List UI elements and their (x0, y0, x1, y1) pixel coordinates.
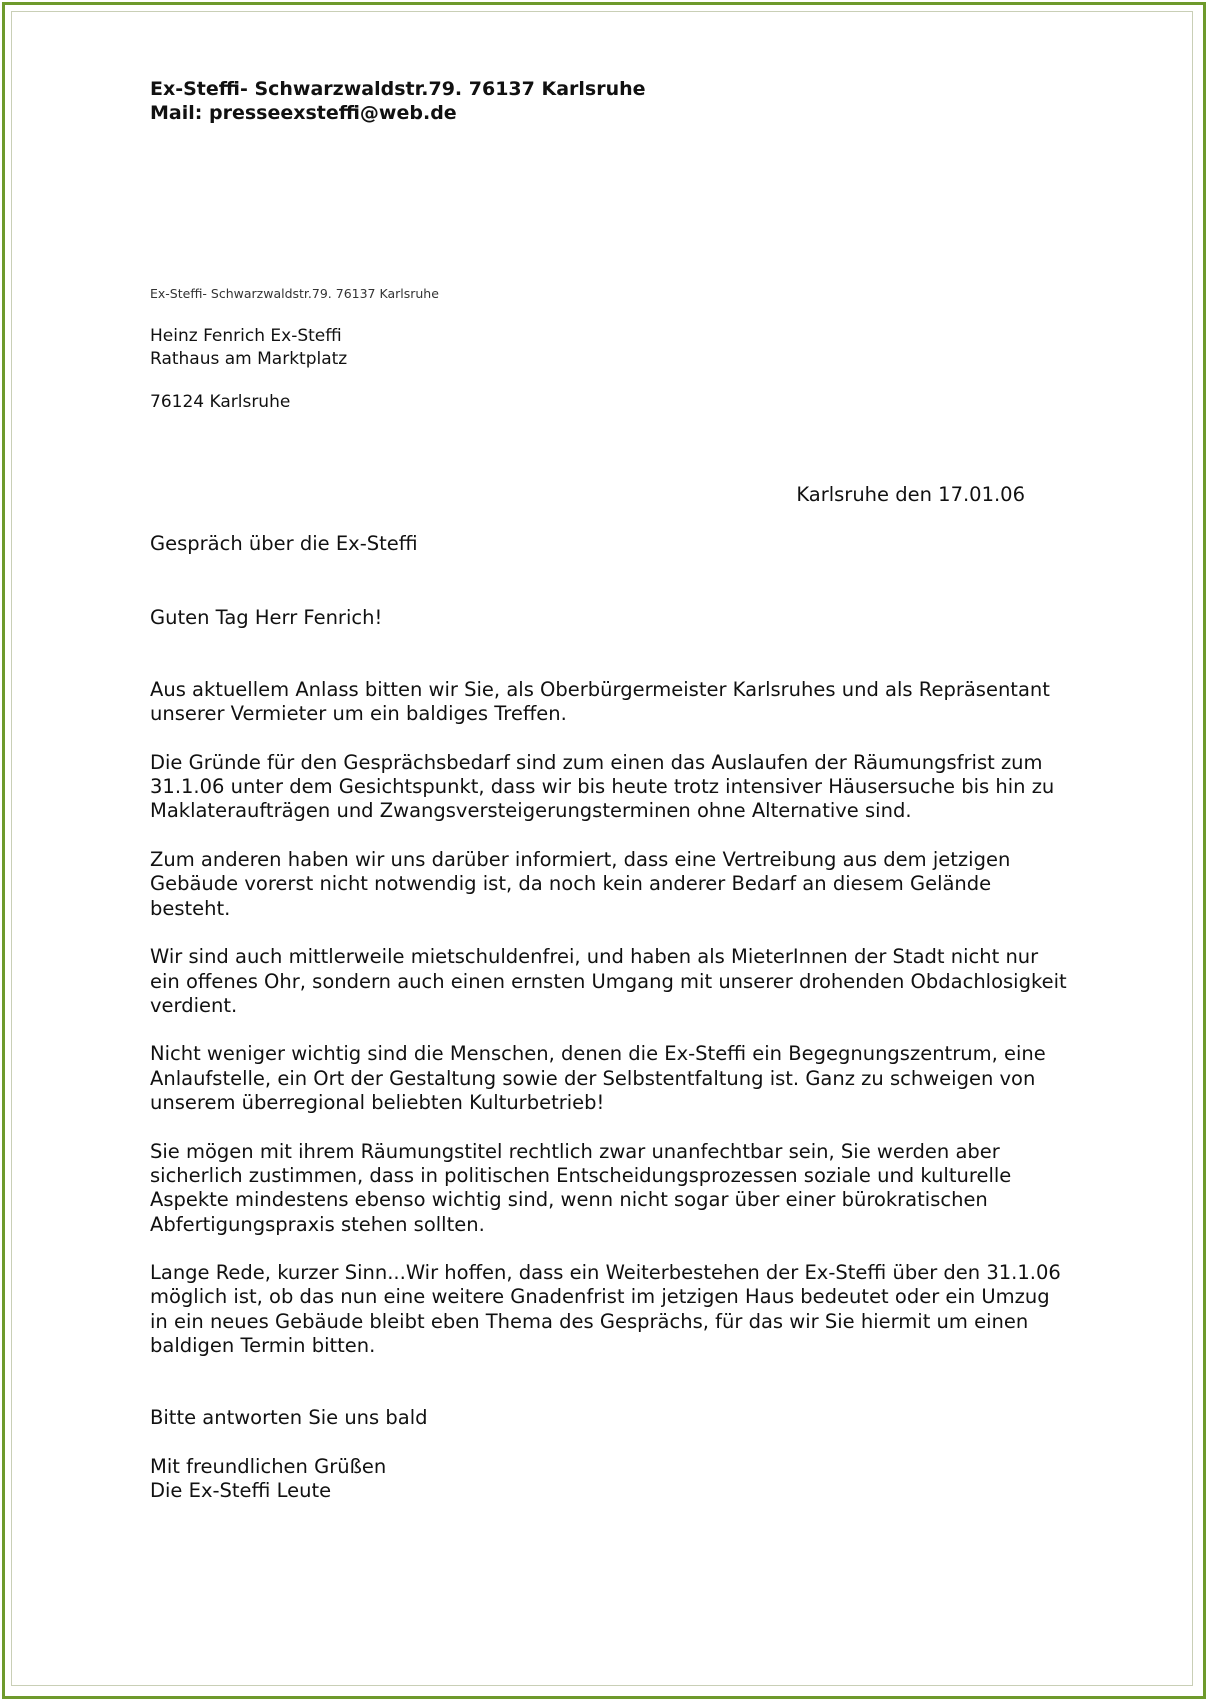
body-paragraph: Nicht weniger wichtig sind die Menschen, denen die Ex-Steffi ein Begegnungszentrum, eine Anlaufstelle, ein Ort der Gestaltung sowie der Selbstentfaltung ist. Ganz zu schweigen von unserem überregional beliebten Kulturbetrieb! (150, 1042, 1046, 1115)
body-paragraph: Aus aktuellem Anlass bitten wir Sie, als Oberbürgermeister Karlsruhes und als Repräsentant unserer Vermieter um ein baldiges Treffen. (150, 678, 1050, 726)
body-paragraph: Sie mögen mit ihrem Räumungstitel rechtlich zwar unanfechtbar sein, Sie werden aber sicherlich zustimmen, dass in politischen Entscheidungsprozessen soziale und kulturelle Aspekte mindestens ebenso wichtig sind, wenn nicht sogar über einer bürokratischen Abfertigungspraxis stehen sollten. (150, 1139, 1012, 1236)
letter-subject: Gespräch über die Ex-Steffi (150, 532, 418, 555)
body-paragraph: Wir sind auch mittlerweile mietschuldenfrei, und haben als MieterInnen der Stadt nicht nur ein offenes Ohr, sondern auch einen ernsten Umgang mit unserer drohenden Obdachlosigkeit verdient. (150, 945, 1067, 1017)
letter-body (150, 678, 1070, 1383)
closing-signature: Die Ex-Steffi Leute (150, 1479, 332, 1502)
recipient-name: Heinz Fenrich Ex-Steffi (150, 326, 342, 346)
recipient-city: 76124 Karlsruhe (150, 392, 291, 412)
letterhead (150, 77, 646, 125)
recipient-address (150, 325, 347, 414)
closing-greeting: Mit freundlichen Grüßen (150, 1454, 387, 1478)
recipient-street: Rathaus am Marktplatz (150, 349, 348, 369)
body-paragraph: Zum anderen haben wir uns darüber informiert, dass eine Vertreibung aus dem jetzigen Gebäude vorerst nicht notwendig ist, da noch kein anderer Bedarf an diesem Gelände besteht. (150, 848, 1011, 920)
closing-request: Bitte antworten Sie uns bald (150, 1406, 428, 1429)
body-paragraph: Die Gründe für den Gesprächsbedarf sind zum einen das Auslaufen der Räumungsfrist zum 31.1.06 unter dem Gesichtspunkt, dass wir bis heute trotz intensiver Häusersuche bis hin zu Maklateraufträgen und Zwangsversteigerungsterminen ohne Alternative sind. (150, 750, 1055, 823)
letter-closing (150, 1406, 428, 1504)
letter-date: Karlsruhe den 17.01.06 (796, 483, 1025, 506)
letterhead-mail: Mail: presseexsteffi@web.de (150, 102, 457, 124)
sender-return-address: Ex-Steffi- Schwarzwaldstr.79. 76137 Karlsruhe (150, 286, 439, 301)
letterhead-address: Ex-Steffi- Schwarzwaldstr.79. 76137 Karlsruhe (150, 78, 646, 100)
body-paragraph: Lange Rede, kurzer Sinn...Wir hoffen, dass ein Weiterbestehen der Ex-Steffi über den 31.1.06 möglich ist, ob das nun eine weitere Gnadenfrist im jetzigen Haus bedeutet oder ein Umzug in ein neues Gebäude bleibt eben Thema des Gesprächs, für das wir Sie hiermit um einen baldigen Termin bitten. (150, 1261, 1061, 1358)
salutation: Guten Tag Herr Fenrich! (150, 606, 383, 629)
